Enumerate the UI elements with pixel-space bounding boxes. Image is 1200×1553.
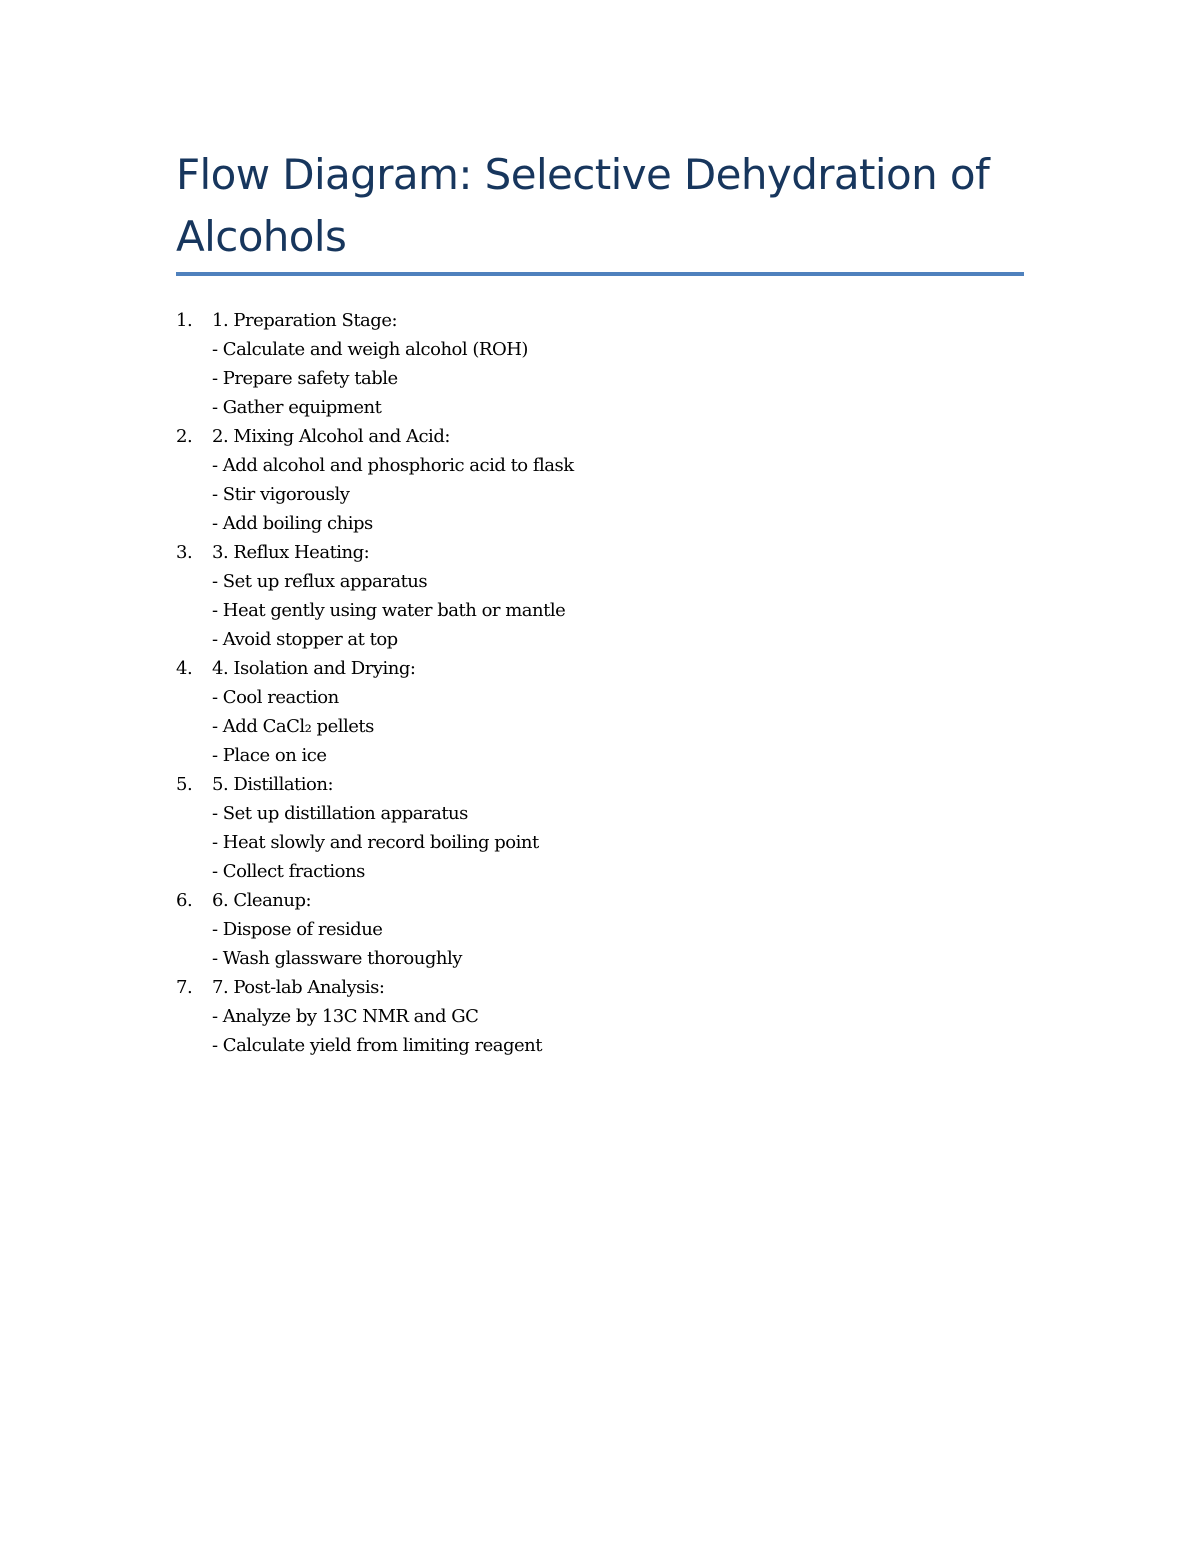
list-number: 2. <box>176 426 193 447</box>
step-detail: - Wash glassware thoroughly <box>212 948 462 969</box>
list-number: 6. <box>176 890 193 911</box>
list-number: 3. <box>176 542 193 563</box>
list-item <box>176 886 1036 973</box>
step-detail: - Stir vigorously <box>212 484 350 505</box>
step-list <box>176 306 1036 1060</box>
step-detail: - Calculate and weigh alcohol (ROH) <box>212 339 528 360</box>
step-detail: - Cool reaction <box>212 687 339 708</box>
list-item <box>176 422 1036 538</box>
list-number: 4. <box>176 658 193 679</box>
list-item <box>176 770 1036 886</box>
list-item <box>176 973 1036 1060</box>
step-detail: - Prepare safety table <box>212 368 398 389</box>
list-number: 7. <box>176 977 193 998</box>
step-heading: 4. Isolation and Drying: <box>212 658 416 679</box>
step-heading: 5. Distillation: <box>212 774 334 795</box>
step-heading: 2. Mixing Alcohol and Acid: <box>212 426 450 447</box>
step-detail: - Add alcohol and phosphoric acid to flask <box>212 455 574 476</box>
step-detail: - Place on ice <box>212 745 327 766</box>
step-heading: 6. Cleanup: <box>212 890 312 911</box>
step-detail: - Calculate yield from limiting reagent <box>212 1035 542 1056</box>
page-title: Flow Diagram: Selective Dehydration of Alcohols <box>176 150 990 261</box>
step-detail: - Gather equipment <box>212 397 382 418</box>
step-detail: - Heat slowly and record boiling point <box>212 832 539 853</box>
step-detail: - Heat gently using water bath or mantle <box>212 600 566 621</box>
step-heading: 3. Reflux Heating: <box>212 542 370 563</box>
step-heading: 7. Post-lab Analysis: <box>212 977 385 998</box>
step-detail: - Set up reflux apparatus <box>212 571 428 592</box>
step-detail: - Collect fractions <box>212 861 365 882</box>
list-item <box>176 306 1036 422</box>
step-detail: - Avoid stopper at top <box>212 629 398 650</box>
list-item <box>176 538 1036 654</box>
step-detail: - Add CaCl₂ pellets <box>212 716 374 737</box>
step-detail: - Set up distillation apparatus <box>212 803 468 824</box>
step-heading: 1. Preparation Stage: <box>212 310 398 331</box>
step-detail: - Dispose of residue <box>212 919 383 940</box>
list-item <box>176 654 1036 770</box>
list-number: 1. <box>176 310 193 331</box>
title-underline-divider <box>176 272 1024 276</box>
step-detail: - Add boiling chips <box>212 513 373 534</box>
step-detail: - Analyze by 13C NMR and GC <box>212 1006 479 1027</box>
list-number: 5. <box>176 774 193 795</box>
